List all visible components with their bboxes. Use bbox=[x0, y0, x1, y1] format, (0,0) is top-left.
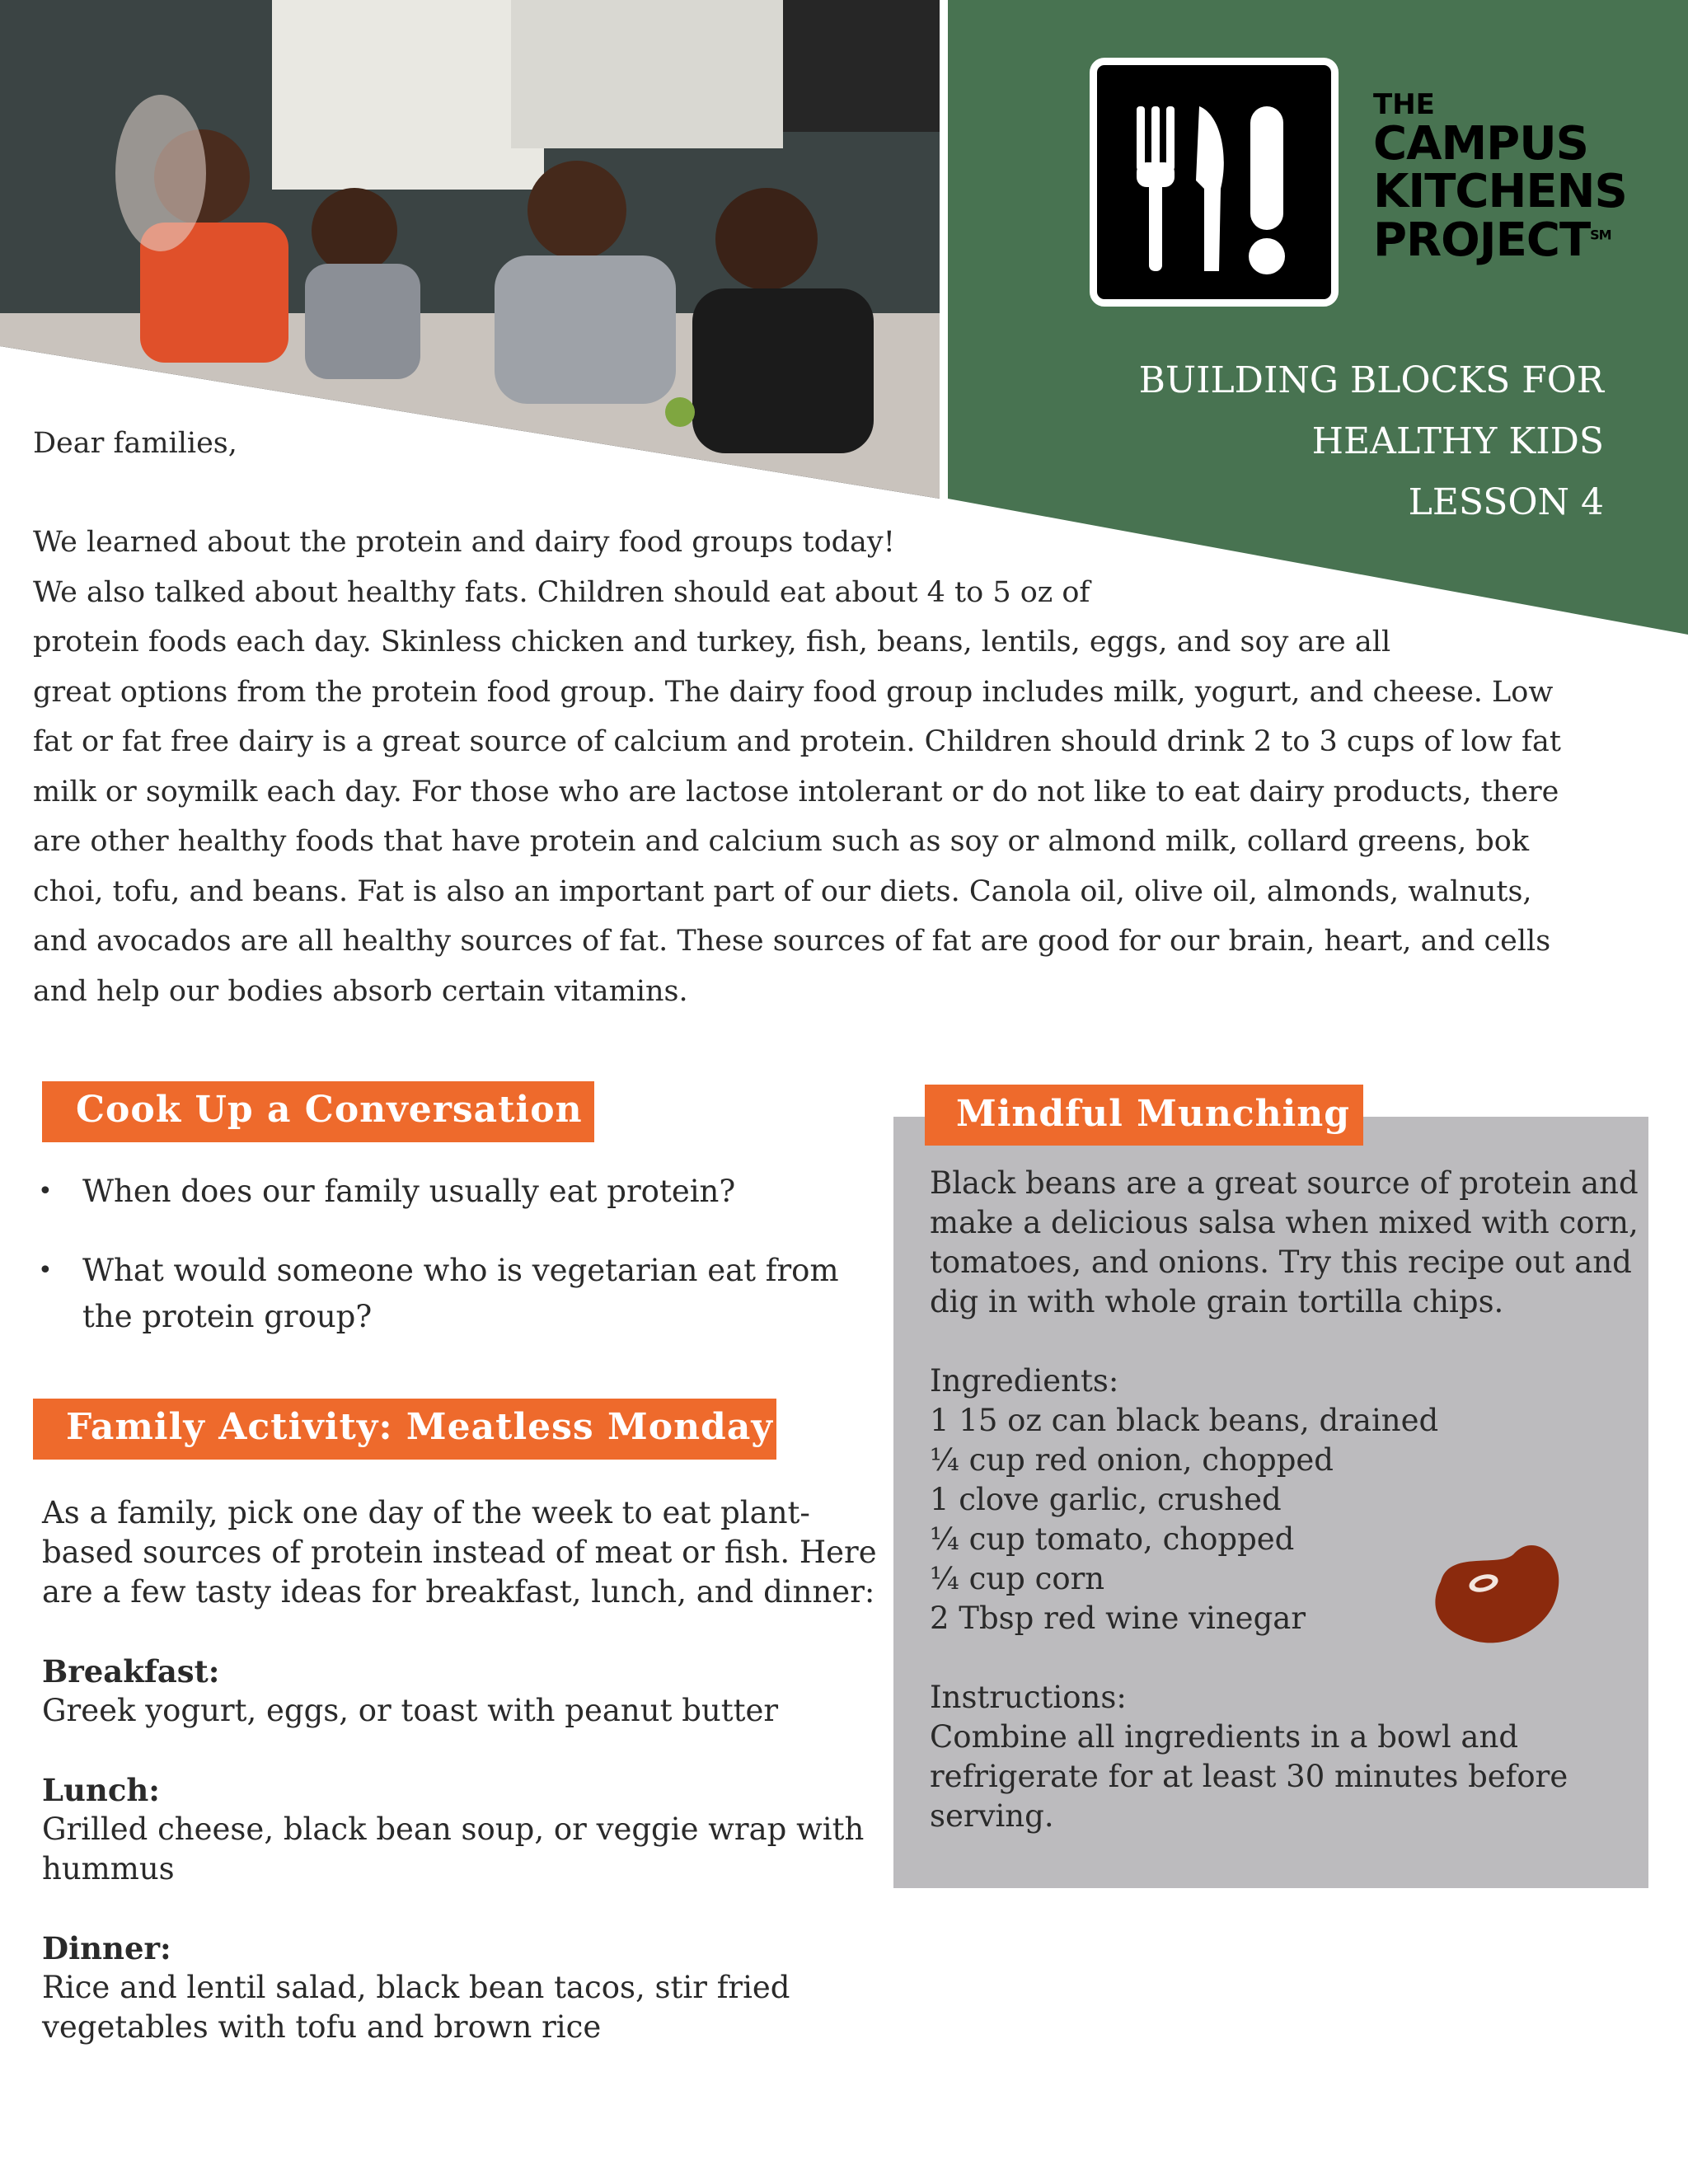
breakfast-label: Breakfast: bbox=[42, 1653, 220, 1690]
instructions-line: Combine all ingredients in a bowl and bbox=[930, 1719, 1519, 1755]
instructions-line: serving. bbox=[930, 1798, 1054, 1834]
intro-line: milk or soymilk each day. For those who are lactose intolerant or do not like to eat dairy products, there bbox=[33, 775, 1559, 808]
ingredient-item: ¼ cup tomato, chopped bbox=[930, 1521, 1295, 1557]
bullet-icon: • bbox=[38, 1256, 53, 1285]
question-text: When does our family usually eat protein? bbox=[82, 1174, 736, 1209]
question-text: What would someone who is vegetarian eat from the protein group? bbox=[82, 1253, 839, 1334]
greeting: Dear families, bbox=[33, 427, 237, 460]
campus-kitchens-logo bbox=[1090, 58, 1339, 307]
breakfast-section bbox=[42, 1652, 883, 1731]
question-item bbox=[33, 1248, 890, 1340]
bullet-icon: • bbox=[38, 1177, 53, 1206]
logo-line1: THE bbox=[1373, 88, 1435, 121]
instructions-label: Instructions: bbox=[930, 1680, 1127, 1715]
recipe-intro-line: Black beans are a great source of protein and bbox=[930, 1165, 1639, 1201]
ingredient-item: 1 clove garlic, crushed bbox=[930, 1482, 1282, 1517]
logo-line4: PROJECT℠ bbox=[1373, 213, 1611, 268]
conversation-heading: Cook Up a Conversation bbox=[42, 1081, 594, 1142]
activity-intro: As a family, pick one day of the week to eat plant-based sources of protein instead of meat or fish. Here are a few tasty ideas for breakfast, lunch, and dinner: bbox=[42, 1495, 877, 1610]
lunch-text: Grilled cheese, black bean soup, or veggie wrap with hummus bbox=[42, 1811, 865, 1886]
lunch-label: Lunch: bbox=[42, 1772, 160, 1808]
recipe-intro bbox=[930, 1164, 1639, 1322]
lunch-section bbox=[42, 1770, 883, 1889]
intro-line: We learned about the protein and dairy food groups today! bbox=[33, 526, 895, 559]
intro-line: great options from the protein food group. The dairy food group includes milk, yogurt, and cheese. Low bbox=[33, 675, 1554, 709]
intro-line: and avocados are all healthy sources of fat. These sources of fat are good for our brain, heart, and cells bbox=[33, 925, 1551, 958]
intro-paragraph bbox=[33, 518, 1561, 1016]
conversation-questions bbox=[33, 1169, 890, 1373]
logo-line2: CAMPUS bbox=[1373, 116, 1589, 171]
ingredient-item: 2 Tbsp red wine vinegar bbox=[930, 1601, 1306, 1636]
recipe-text bbox=[930, 1164, 1639, 1876]
service-mark: SM bbox=[1590, 227, 1611, 243]
dinner-text: Rice and lentil salad, black bean tacos, stir fried vegetables with tofu and brown rice bbox=[42, 1970, 790, 2045]
logo-wordmark bbox=[1373, 88, 1627, 268]
title-line2: HEALTHY KIDS bbox=[1311, 420, 1604, 462]
ingredients-label: Ingredients: bbox=[930, 1363, 1119, 1399]
children-photo-illustration bbox=[0, 0, 940, 499]
intro-line: choi, tofu, and beans. Fat is also an important part of our diets. Canola oil, olive oil, almonds, walnuts, bbox=[33, 874, 1532, 908]
header-photo bbox=[0, 0, 940, 499]
instructions-section bbox=[930, 1678, 1639, 1836]
family-activity-heading: Family Activity: Meatless Monday! bbox=[33, 1399, 776, 1460]
breakfast-text: Greek yogurt, eggs, or toast with peanut butter bbox=[42, 1693, 779, 1728]
dinner-section bbox=[42, 1929, 883, 2047]
instructions-line: refrigerate for at least 30 minutes before bbox=[930, 1759, 1568, 1794]
recipe-intro-line: tomatoes, and onions. Try this recipe out and bbox=[930, 1244, 1632, 1280]
title-line1: BUILDING BLOCKS FOR bbox=[1138, 359, 1604, 401]
dinner-label: Dinner: bbox=[42, 1930, 171, 1966]
family-activity-body bbox=[42, 1493, 883, 2087]
ingredient-item: ¼ cup corn bbox=[930, 1561, 1105, 1596]
bean-icon bbox=[1424, 1536, 1564, 1652]
recipe-intro-line: make a delicious salsa when mixed with corn, bbox=[930, 1205, 1639, 1240]
intro-line: fat or fat free dairy is a great source of calcium and protein. Children should drink 2 to 3 cups of low fat bbox=[33, 725, 1561, 758]
intro-line: We also talked about healthy fats. Children should eat about 4 to 5 oz of bbox=[33, 575, 1090, 609]
ingredient-item: 1 15 oz can black beans, drained bbox=[930, 1403, 1439, 1438]
fork-knife-exclamation-icon bbox=[1097, 65, 1331, 299]
title-line3: LESSON 4 bbox=[1408, 481, 1604, 523]
intro-line: are other healthy foods that have protein and calcium such as soy or almond milk, collard greens, bok bbox=[33, 825, 1530, 858]
recipe-intro-line: dig in with whole grain tortilla chips. bbox=[930, 1284, 1504, 1319]
logo-line3: KITCHENS bbox=[1373, 165, 1627, 219]
mindful-munching-heading: Mindful Munching bbox=[925, 1085, 1363, 1146]
question-item bbox=[33, 1169, 890, 1215]
intro-line: and help our bodies absorb certain vitamins. bbox=[33, 974, 688, 1008]
ingredient-item: ¼ cup red onion, chopped bbox=[930, 1442, 1334, 1478]
lesson-title bbox=[1139, 350, 1604, 533]
intro-line: protein foods each day. Skinless chicken and turkey, fish, beans, lentils, eggs, and soy are all bbox=[33, 626, 1391, 658]
